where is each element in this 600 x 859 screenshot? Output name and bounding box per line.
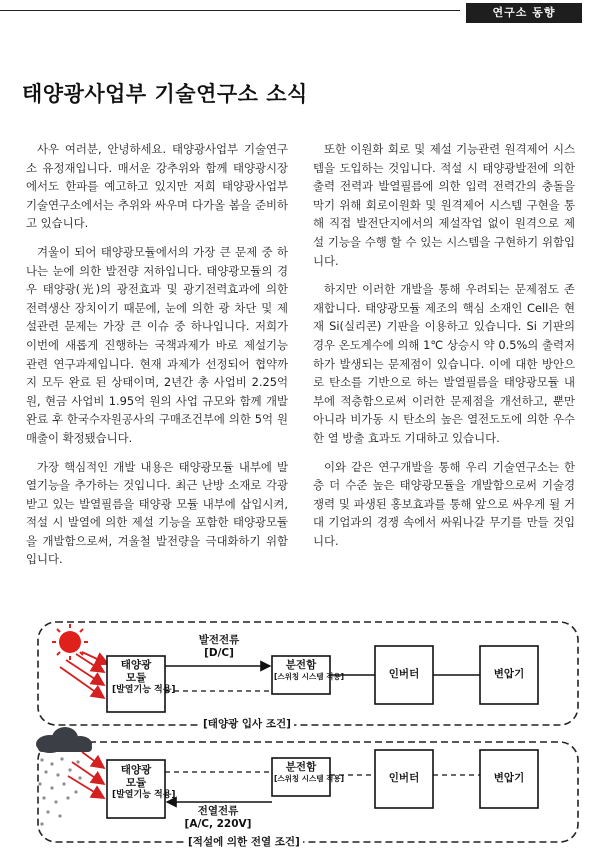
- paragraph: 겨울이 되어 태양광모듈에서의 가장 큰 문제 중 하나는 눈에 의한 발전량 저하입니다. 태양광모듈의 경우 태양광(光)의 광전효과 및 광기전력효과에 의한 전력생산 장치이기 때문에, 눈에 의한 광 차단 및 제설관련 문제는 가장 큰 이슈 중 하나입니다. 저희가 이번에 새롭게 진행하는 국책과제가 바로 제설기능 관련 연구과제입니다. 현재 과제가 선정되어 협약까지 모두 완료 된 상태이며, 2년간 총 사업비 2.25억 원, 현금 사업비 1.95억 원의 사업 규모와 함께 개발 완료 후 한국수자원공사의 구매조건부에 의한 5억 원 매출이 확정됐습니다.: [26, 244, 288, 445]
- diagram-drawing: [0, 612, 600, 859]
- paragraph: 이와 같은 연구개발을 통해 우리 기술연구소는 한층 더 수준 높은 태양광모듈을 개발함으로써 기술경쟁력 및 파생된 홍보효과를 통해 앞으로 싸우게 될 거대 기업과의 경쟁 속에서 싸워나갈 무기를 만들 것입니다.: [313, 459, 575, 548]
- top-caption: [태양광 입사 조건]: [200, 718, 294, 731]
- top-inverter-label: 인버터: [388, 668, 420, 680]
- right-column: [313, 140, 575, 560]
- page-title: 태양광사업부 기술연구소 소식: [22, 82, 308, 106]
- left-column: [26, 140, 288, 579]
- top-junction-label: 분전함 [스위칭 시스템 적용]: [274, 659, 345, 682]
- paragraph: 하지만 이러한 개발을 통해 우려되는 문제점도 존재합니다. 태양광모듈 제조의 핵심 소재인 Cell은 현재 Si(실리콘) 기판을 이용하고 있습니다. Si 기판의 경우 온도계수에 의해 1℃ 상승시 약 0.5%의 출력저하가 발생되는 문제점이 있습니다. 이에 대한 방안으로 탄소를 기반으로 하는 발열필름을 태양광모듈 내부에 적층함으로써 이러한 문제점을 개선하고, 뿐만 아니라 비가동 시 탄소의 높은 열전도도에 의한 우수한 열 방출 효과도 기대하고 있습니다.: [313, 282, 575, 445]
- snowfall: [38, 757, 81, 825]
- bottom-inverter-label: 인버터: [388, 772, 420, 784]
- snow-heat-arrows: [68, 752, 104, 798]
- bottom-transformer-label: 변압기: [493, 772, 525, 784]
- paragraph: 사우 여러분, 안녕하세요. 태양광사업부 기술연구소 유정재입니다. 매서운 강추위와 함께 태양광시장에서도 한파를 예고하고 있지만 저희 태양광사업부 기술연구소에서는 추위와 싸우며 다가올 봄을 준비하고 있습니다.: [26, 142, 288, 231]
- paragraph: 가장 핵심적인 개발 내용은 태양광모듈 내부에 발열기능을 추가하는 것입니다. 최근 난방 소재로 각광받고 있는 발열필름을 태양광 모듈 내부에 삽입시켜, 적설 시 발열에 의한 제설 기능을 포함한 태양광모듈을 개발함으로써, 겨울철 발전량을 극대화하기 위함입니다.: [26, 459, 288, 567]
- bottom-junction-label: 분전함 [스위칭 시스템 적용]: [274, 761, 345, 784]
- top-flow-label: 발전전류 [D/C]: [198, 634, 240, 660]
- header-rule: [0, 10, 460, 11]
- sun-icon: [52, 624, 88, 660]
- bottom-module-label: 태양광 모듈 [발열기능 적용]: [112, 764, 176, 801]
- sunlight-arrows: [60, 652, 108, 698]
- bottom-caption: [적설에 의한 전열 조건]: [185, 836, 303, 849]
- bottom-flow-label: 전열전류 [A/C, 220V]: [184, 805, 252, 831]
- cloud-icon: [36, 727, 92, 753]
- top-transformer-label: 변압기: [493, 668, 525, 680]
- system-diagram: [0, 612, 600, 859]
- section-tag: 연구소 동향: [466, 3, 582, 23]
- paragraph: 또한 이원화 회로 및 제설 기능관련 원격제어 시스템을 도입하는 것입니다. 적설 시 태양광발전에 의한 출력 전력과 발열필름에 의한 입력 전력간의 충돌을 막기 위해 회로이원화 및 원격제어 시스템 구현을 통해 직접 발전단지에서의 제설작업 없이 원격으로 제설 기능을 수행 할 수 있는 시스템을 구현하기 위함입니다.: [313, 142, 575, 268]
- top-module-label: 태양광 모듈 [발열기능 적용]: [112, 659, 176, 696]
